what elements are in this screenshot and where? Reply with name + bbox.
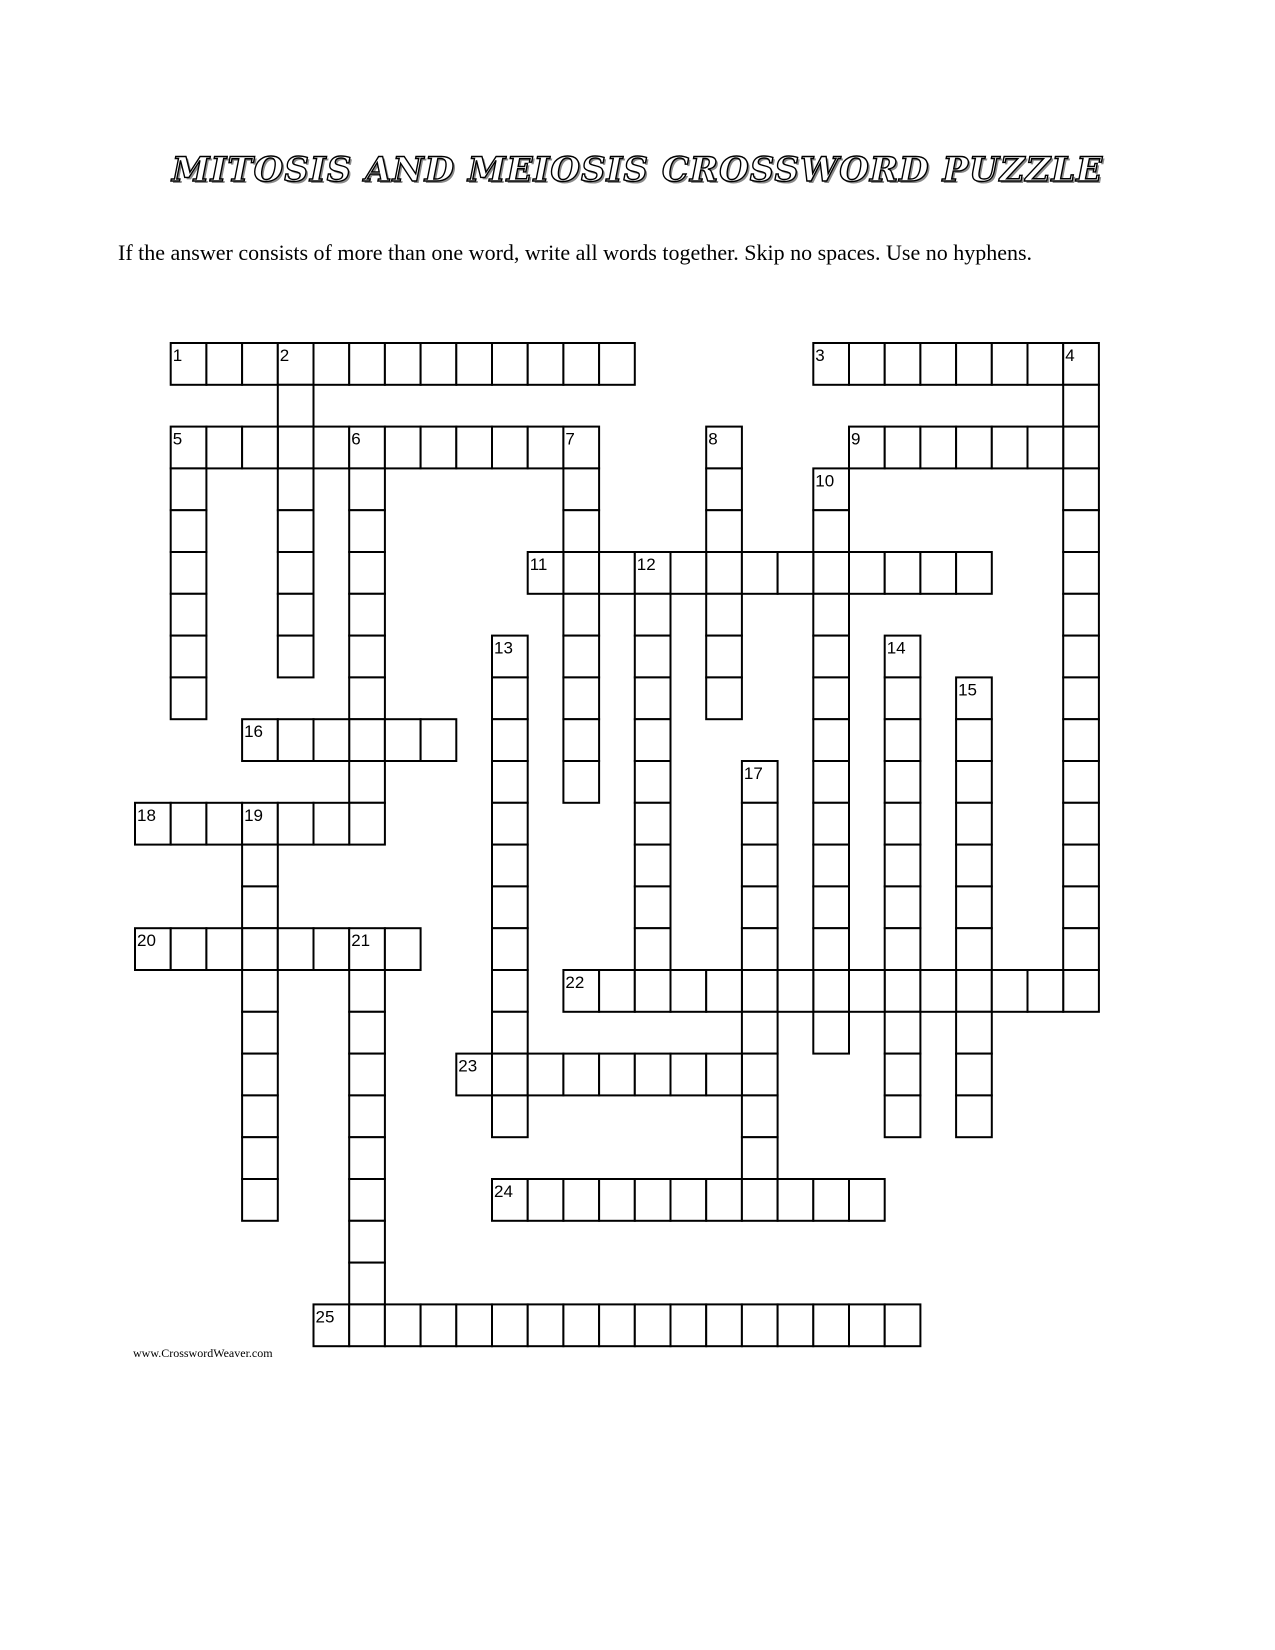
grid-cell[interactable] <box>885 427 921 469</box>
grid-cell[interactable] <box>171 636 207 678</box>
grid-cell[interactable] <box>492 1012 528 1054</box>
grid-cell[interactable] <box>1063 719 1099 761</box>
grid-cell[interactable] <box>885 1012 921 1054</box>
grid-cell[interactable] <box>956 845 992 887</box>
grid-cell[interactable] <box>635 970 671 1012</box>
grid-cell[interactable] <box>742 1095 778 1137</box>
grid-cell[interactable] <box>278 594 314 636</box>
grid-cell[interactable] <box>992 427 1028 469</box>
grid-cell[interactable] <box>885 552 921 594</box>
grid-cell[interactable] <box>492 1095 528 1137</box>
clue-number: 23 <box>458 1056 478 1076</box>
grid-cell[interactable] <box>278 636 314 678</box>
grid-cell[interactable] <box>242 1054 278 1096</box>
grid-cell[interactable] <box>706 677 742 719</box>
grid-cell[interactable] <box>349 677 385 719</box>
grid-cell[interactable] <box>206 803 242 845</box>
grid-cell[interactable] <box>349 1095 385 1137</box>
grid-cell[interactable] <box>528 1054 564 1096</box>
grid-cell[interactable] <box>492 970 528 1012</box>
grid-cell[interactable] <box>171 552 207 594</box>
grid-cell[interactable] <box>635 761 671 803</box>
grid-cell[interactable] <box>349 468 385 510</box>
grid-cell[interactable] <box>635 1304 671 1346</box>
grid-cell[interactable] <box>349 1263 385 1305</box>
grid-cell[interactable] <box>563 677 599 719</box>
grid-cell[interactable] <box>956 1054 992 1096</box>
grid-cell[interactable] <box>849 970 885 1012</box>
grid-cell[interactable] <box>563 1304 599 1346</box>
grid-cell[interactable] <box>599 1304 635 1346</box>
grid-cell[interactable] <box>885 719 921 761</box>
clue-number: 10 <box>815 471 835 491</box>
grid-cell[interactable] <box>1028 970 1064 1012</box>
grid-cell[interactable] <box>885 1054 921 1096</box>
grid-cell[interactable] <box>706 1054 742 1096</box>
grid-cell[interactable] <box>349 552 385 594</box>
clue-number: 20 <box>137 931 156 951</box>
grid-cell[interactable] <box>920 970 956 1012</box>
grid-cell[interactable] <box>778 552 814 594</box>
grid-cell[interactable] <box>813 1304 849 1346</box>
grid-cell[interactable] <box>1063 427 1099 469</box>
grid-cell[interactable] <box>421 343 457 385</box>
grid-cell[interactable] <box>742 970 778 1012</box>
grid-cell[interactable] <box>349 1137 385 1179</box>
clue-number: 4 <box>1065 346 1075 365</box>
grid-cell[interactable] <box>563 1054 599 1096</box>
grid-cell[interactable] <box>385 928 421 970</box>
grid-cell[interactable] <box>599 1054 635 1096</box>
grid-cell[interactable] <box>1063 677 1099 719</box>
grid-cell[interactable] <box>742 803 778 845</box>
grid-cell[interactable] <box>563 761 599 803</box>
clue-number: 9 <box>851 429 861 449</box>
grid-cell[interactable] <box>492 886 528 928</box>
grid-cell[interactable] <box>813 552 849 594</box>
grid-cell[interactable] <box>278 510 314 552</box>
grid-cell[interactable] <box>706 510 742 552</box>
grid-cell[interactable] <box>349 1221 385 1263</box>
grid-cell[interactable] <box>813 510 849 552</box>
grid-cell[interactable] <box>813 803 849 845</box>
grid-cell[interactable] <box>349 1304 385 1346</box>
grid-cell[interactable] <box>813 761 849 803</box>
grid-cell[interactable] <box>278 803 314 845</box>
grid-cell[interactable] <box>528 427 564 469</box>
grid-cell[interactable] <box>563 343 599 385</box>
clue-number: 13 <box>494 638 513 658</box>
grid-cell[interactable] <box>813 970 849 1012</box>
grid-cell[interactable] <box>385 343 421 385</box>
clue-number: 25 <box>315 1307 335 1327</box>
grid-cell[interactable] <box>278 468 314 510</box>
grid-cell[interactable] <box>885 845 921 887</box>
grid-cell[interactable] <box>992 970 1028 1012</box>
grid-cell[interactable] <box>349 1054 385 1096</box>
grid-cell[interactable] <box>528 1179 564 1221</box>
grid-cell[interactable] <box>278 719 314 761</box>
grid-cell[interactable] <box>635 1179 671 1221</box>
grid-cell[interactable] <box>599 970 635 1012</box>
grid-cell[interactable] <box>1028 427 1064 469</box>
grid-cell[interactable] <box>742 1012 778 1054</box>
grid-cell[interactable] <box>813 719 849 761</box>
grid-cell[interactable] <box>171 468 207 510</box>
grid-cell[interactable] <box>278 552 314 594</box>
grid-cell[interactable] <box>456 1304 492 1346</box>
grid-cell[interactable] <box>563 719 599 761</box>
grid-cell[interactable] <box>206 427 242 469</box>
clue-number: 7 <box>565 429 575 449</box>
grid-cell[interactable] <box>492 1304 528 1346</box>
clue-number: 1 <box>172 346 183 365</box>
grid-cell[interactable] <box>956 970 992 1012</box>
grid-cell[interactable] <box>1063 928 1099 970</box>
grid-cell[interactable] <box>421 719 457 761</box>
grid-cell[interactable] <box>456 343 492 385</box>
clue-number: 17 <box>743 764 763 783</box>
grid-cell[interactable] <box>171 594 207 636</box>
grid-cell[interactable] <box>242 886 278 928</box>
grid-cell[interactable] <box>492 803 528 845</box>
grid-cell[interactable] <box>706 1179 742 1221</box>
grid-cell[interactable] <box>1063 845 1099 887</box>
grid-cell[interactable] <box>671 1304 707 1346</box>
grid-cell[interactable] <box>706 552 742 594</box>
grid-cell[interactable] <box>456 427 492 469</box>
grid-cell[interactable] <box>742 928 778 970</box>
grid-cell[interactable] <box>1063 886 1099 928</box>
grid-cell[interactable] <box>706 468 742 510</box>
grid-cell[interactable] <box>242 1179 278 1221</box>
grid-cell[interactable] <box>349 803 385 845</box>
grid-cell[interactable] <box>742 1304 778 1346</box>
grid-cell[interactable] <box>778 1304 814 1346</box>
grid-cell[interactable] <box>885 803 921 845</box>
grid-cell[interactable] <box>956 552 992 594</box>
clue-number: 22 <box>565 973 585 992</box>
grid-cell[interactable] <box>742 1054 778 1096</box>
grid-cell[interactable] <box>349 970 385 1012</box>
grid-cell[interactable] <box>885 343 921 385</box>
grid-cell[interactable] <box>349 761 385 803</box>
grid-cell[interactable] <box>635 803 671 845</box>
grid-cell[interactable] <box>563 552 599 594</box>
instructions-text: If the answer consists of more than one word, write all words together. Skip no spaces. Use no hyphens. <box>118 240 1033 265</box>
grid-cell[interactable] <box>349 343 385 385</box>
grid-cell[interactable] <box>956 928 992 970</box>
grid-cell[interactable] <box>492 845 528 887</box>
grid-cell[interactable] <box>635 886 671 928</box>
grid-cell[interactable] <box>1063 594 1099 636</box>
grid-cell[interactable] <box>421 1304 457 1346</box>
grid-cell[interactable] <box>849 343 885 385</box>
grid-cell[interactable] <box>171 510 207 552</box>
grid-cell[interactable] <box>813 928 849 970</box>
grid-cell[interactable] <box>706 594 742 636</box>
grid-cell[interactable] <box>778 970 814 1012</box>
grid-cell[interactable] <box>920 427 956 469</box>
grid-cell[interactable] <box>314 928 350 970</box>
grid-cell[interactable] <box>385 427 421 469</box>
clue-number: 3 <box>815 346 825 365</box>
grid-cell[interactable] <box>671 552 707 594</box>
grid-cell[interactable] <box>242 970 278 1012</box>
grid-cell[interactable] <box>1063 468 1099 510</box>
grid-cell[interactable] <box>742 552 778 594</box>
grid-cell[interactable] <box>885 1304 921 1346</box>
grid-cell[interactable] <box>171 803 207 845</box>
grid-cell[interactable] <box>563 468 599 510</box>
grid-cell[interactable] <box>528 343 564 385</box>
grid-cell[interactable] <box>1063 803 1099 845</box>
grid-cell[interactable] <box>813 1012 849 1054</box>
clue-number: 14 <box>886 638 906 658</box>
grid-cell[interactable] <box>242 343 278 385</box>
grid-cell[interactable] <box>278 427 314 469</box>
grid-cell[interactable] <box>242 427 278 469</box>
grid-cell[interactable] <box>242 1012 278 1054</box>
grid-cell[interactable] <box>813 886 849 928</box>
grid-cell[interactable] <box>813 1179 849 1221</box>
grid-cell[interactable] <box>671 1054 707 1096</box>
clue-number: 16 <box>244 722 264 742</box>
grid-cell[interactable] <box>349 594 385 636</box>
clue-number: 18 <box>137 805 156 825</box>
grid-cell[interactable] <box>278 385 314 427</box>
grid-cell[interactable] <box>635 636 671 678</box>
grid-cell[interactable] <box>492 719 528 761</box>
grid-cell[interactable] <box>242 845 278 887</box>
grid-cell[interactable] <box>349 510 385 552</box>
grid-cell[interactable] <box>885 928 921 970</box>
grid-cell[interactable] <box>314 719 350 761</box>
clue-number: 5 <box>172 429 183 449</box>
grid-cell[interactable] <box>813 845 849 887</box>
grid-cell[interactable] <box>242 1095 278 1137</box>
clue-number: 2 <box>279 346 290 365</box>
grid-cell[interactable] <box>742 1179 778 1221</box>
grid-cell[interactable] <box>885 970 921 1012</box>
grid-cell[interactable] <box>206 343 242 385</box>
grid-cell[interactable] <box>599 343 635 385</box>
grid-cell[interactable] <box>1063 761 1099 803</box>
grid-cell[interactable] <box>314 427 350 469</box>
grid-cell[interactable] <box>992 343 1028 385</box>
clue-number: 11 <box>529 555 548 574</box>
grid-cell[interactable] <box>849 1304 885 1346</box>
grid-cell[interactable] <box>349 1179 385 1221</box>
grid-cell[interactable] <box>349 636 385 678</box>
grid-cell[interactable] <box>742 1137 778 1179</box>
grid-cell[interactable] <box>635 677 671 719</box>
grid-cell[interactable] <box>635 1054 671 1096</box>
grid-cell[interactable] <box>1063 636 1099 678</box>
grid-cell[interactable] <box>492 427 528 469</box>
clue-number: 15 <box>958 680 978 700</box>
grid-cell[interactable] <box>849 552 885 594</box>
grid-cell[interactable] <box>813 677 849 719</box>
grid-cell[interactable] <box>956 427 992 469</box>
grid-cell[interactable] <box>242 928 278 970</box>
grid-cell[interactable] <box>956 1012 992 1054</box>
grid-cell[interactable] <box>635 719 671 761</box>
grid-cell[interactable] <box>635 594 671 636</box>
grid-cell[interactable] <box>1063 385 1099 427</box>
grid-cell[interactable] <box>492 928 528 970</box>
grid-cell[interactable] <box>421 427 457 469</box>
grid-cell[interactable] <box>528 1304 564 1346</box>
grid-cell[interactable] <box>385 719 421 761</box>
grid-cell[interactable] <box>314 803 350 845</box>
clue-number: 12 <box>636 555 656 574</box>
grid-cell[interactable] <box>635 928 671 970</box>
grid-cell[interactable] <box>563 636 599 678</box>
grid-cell[interactable] <box>385 1304 421 1346</box>
grid-cell[interactable] <box>706 636 742 678</box>
grid-cell[interactable] <box>956 803 992 845</box>
grid-cell[interactable] <box>278 928 314 970</box>
grid-cell[interactable] <box>778 1179 814 1221</box>
grid-cell[interactable] <box>314 343 350 385</box>
grid-cell[interactable] <box>563 510 599 552</box>
puzzle-title: MITOSIS AND MEIOSIS CROSSWORD PUZZLE <box>171 150 1104 190</box>
grid-cell[interactable] <box>885 761 921 803</box>
grid-cell[interactable] <box>349 719 385 761</box>
grid-cell[interactable] <box>813 636 849 678</box>
grid-cell[interactable] <box>671 1179 707 1221</box>
grid-cell[interactable] <box>671 970 707 1012</box>
grid-cell[interactable] <box>599 1179 635 1221</box>
grid-cell[interactable] <box>706 1304 742 1346</box>
grid-cell[interactable] <box>920 552 956 594</box>
clue-number: 24 <box>494 1182 513 1201</box>
grid-cell[interactable] <box>492 343 528 385</box>
grid-cell[interactable] <box>885 677 921 719</box>
grid-cell[interactable] <box>492 1054 528 1096</box>
clue-number: 21 <box>351 931 371 951</box>
grid-cell[interactable] <box>956 343 992 385</box>
grid-cell[interactable] <box>242 1137 278 1179</box>
grid-cell[interactable] <box>956 761 992 803</box>
grid-cell[interactable] <box>742 886 778 928</box>
grid-cell[interactable] <box>599 552 635 594</box>
grid-cell[interactable] <box>171 677 207 719</box>
grid-cell[interactable] <box>1063 552 1099 594</box>
grid-cell[interactable] <box>885 886 921 928</box>
grid-cell[interactable] <box>492 761 528 803</box>
grid-cell[interactable] <box>563 594 599 636</box>
grid-cell[interactable] <box>563 1179 599 1221</box>
grid-cell[interactable] <box>349 1012 385 1054</box>
grid-cell[interactable] <box>206 928 242 970</box>
grid-cell[interactable] <box>635 845 671 887</box>
grid-cell[interactable] <box>956 1095 992 1137</box>
grid-cell[interactable] <box>171 928 207 970</box>
grid-cell[interactable] <box>849 1179 885 1221</box>
grid-cell[interactable] <box>956 719 992 761</box>
grid-cell[interactable] <box>742 845 778 887</box>
footer-credit: www.CrosswordWeaver.com <box>133 1346 273 1360</box>
grid-cell[interactable] <box>885 1095 921 1137</box>
clue-number: 8 <box>708 429 718 449</box>
clue-number: 19 <box>244 805 264 825</box>
grid-cell[interactable] <box>1063 510 1099 552</box>
grid-cell[interactable] <box>1028 343 1064 385</box>
grid-cell[interactable] <box>706 970 742 1012</box>
grid-cell[interactable] <box>920 343 956 385</box>
grid-cell[interactable] <box>1063 970 1099 1012</box>
grid-cell[interactable] <box>492 677 528 719</box>
clue-number: 6 <box>351 429 361 449</box>
grid-cell[interactable] <box>956 886 992 928</box>
grid-cell[interactable] <box>813 594 849 636</box>
